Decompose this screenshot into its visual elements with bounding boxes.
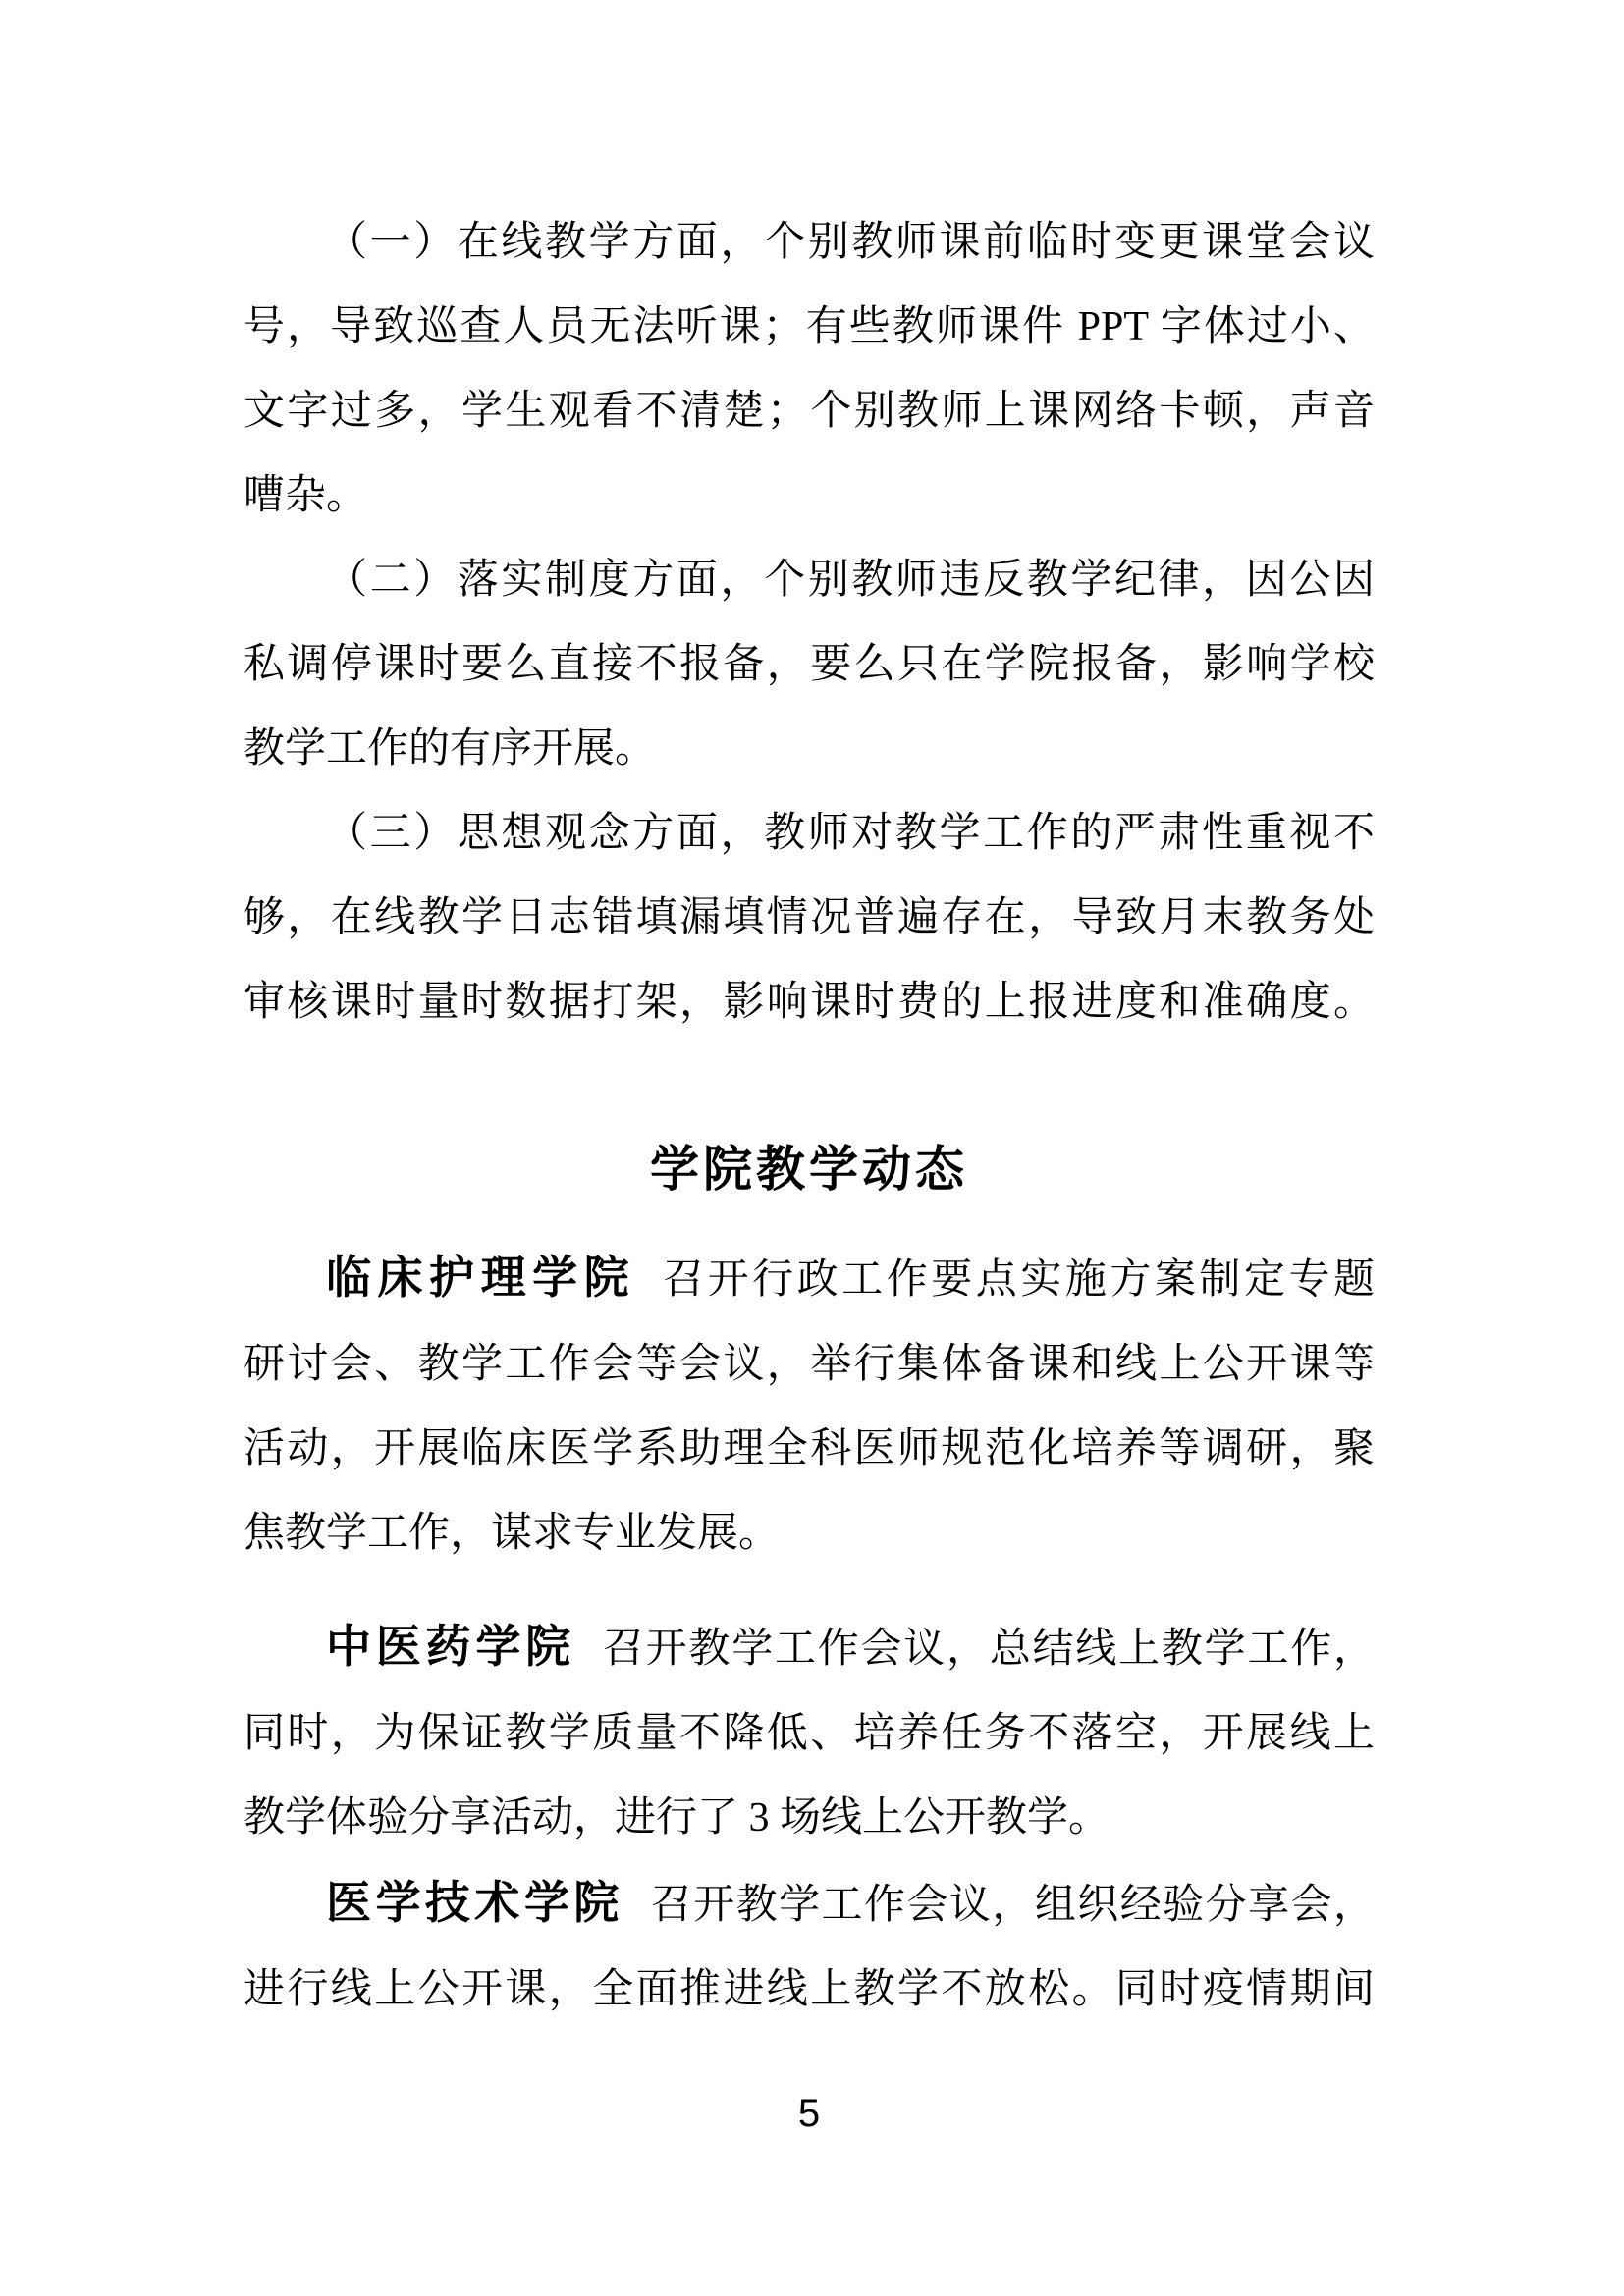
text-line: （二）落实制度方面，个别教师违反教学纪律，因公因 (326, 558, 1375, 603)
text-line: 焦教学工作，谋求专业发展。 (244, 1511, 781, 1556)
text-line: 教学工作的有序开展。 (244, 726, 657, 772)
text-line: 号，导致巡查人员无法听课；有些教师课件 PPT 字体过小、 (244, 304, 1375, 349)
section-clinical-nursing-college (244, 1235, 1375, 1575)
document-page (244, 200, 1375, 2136)
text-line: 私调停课时要么直接不报备，要么只在学院报备，影响学校 (244, 642, 1375, 687)
text-line: 够，在线教学日志错填漏填情况普遍存在，导致月末教务处 (244, 895, 1375, 940)
text-line: 研讨会、教学工作会等会议，举行集体备课和线上公开课等 (244, 1342, 1375, 1387)
text-line: （三）思想观念方面，教师对教学工作的严肃性重视不 (326, 811, 1375, 856)
section-medical-technology-college (244, 1860, 1375, 2032)
text-line: 同时，为保证教学质量不降低、培养任务不落空，开展线上 (244, 1711, 1375, 1756)
college-name: 临床护理学院 (326, 1252, 636, 1303)
text-line: 审核课时量时数据打架，影响课时费的上报进度和准确度。 (244, 980, 1375, 1025)
page-number: 5 (797, 2092, 821, 2135)
college-name: 医学技术学院 (326, 1877, 623, 1928)
text-line: 进行线上公开课，全面推进线上教学不放松。同时疫情期间 (244, 1967, 1375, 2012)
text-line: （一）在线教学方面，个别教师课前临时变更课堂会议 (326, 220, 1375, 265)
paragraph-issue-1 (244, 200, 1375, 538)
text-line: 嘈杂。 (244, 473, 368, 518)
text-span: 召开教学工作会议，组织经验分享会， (650, 1883, 1375, 1928)
text-line: 活动，开展临床医学系助理全科医师规范化培养等调研，聚 (244, 1426, 1375, 1471)
text-span: 召开行政工作要点实施方案制定专题 (663, 1257, 1375, 1303)
text-line (244, 1860, 1375, 1948)
text-line: 教学体验分享活动，进行了 3 场线上公开教学。 (244, 1795, 1110, 1841)
text-span: 召开教学工作会议，总结线上教学工作， (602, 1627, 1376, 1672)
text-line: 文字过多，学生观看不清楚；个别教师上课网络卡顿，声音 (244, 389, 1375, 434)
section-tcm-college (244, 1604, 1375, 1860)
section-heading: 学院教学动态 (650, 1142, 968, 1197)
text-line (244, 1235, 1375, 1322)
college-name: 中医药学院 (326, 1621, 575, 1672)
paragraph-issue-3 (244, 791, 1375, 1044)
paragraph-issue-2 (244, 538, 1375, 791)
text-line (244, 1604, 1375, 1691)
